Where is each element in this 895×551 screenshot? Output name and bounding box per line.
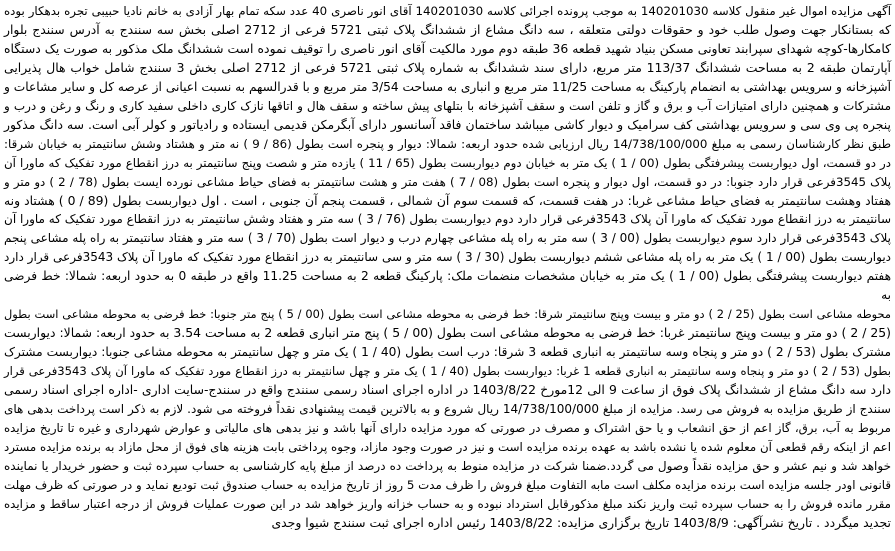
notice-line-14: دیواربست بطول (00 / 1 ) یک متر به راه پله مشاعی ششم دیواربست بطول (30 / 3 ) سه متر و سی سانتیمتر به درز انقطاع مورد تفکیک که ماورا آن پلاک 3543فرعی قرار دارد bbox=[4, 250, 891, 265]
notice-line-24: خواهد شد و نیم عشر و حق مزایده نقداً وصول می گردد.ضمنا شرکت در مزایده منوط به پرداخت ده درصد از مبلغ پایه کارشناسی به حساب سپرده ثبت و حضور خریدار یا نماینده bbox=[4, 458, 891, 473]
notice-line-17: (25 / 2 ) دو متر و بیست وپنج سانتیمتر غربا: خط فرضی به محوطه مشاعی است بطول (00 / 5 ) پنج متر انباری قطعه 2 به مساحت 3.54 به حدود اربعه: شمالا: دیواربست bbox=[4, 325, 892, 341]
notice-line-12: سانتیمتر به درز انقطاع مورد تفکیک که ماورا آن پلاک 3543فرعی قرار دارد دوم دیواربست بطول (76 / 3 ) سه متر و هفتاد وشش سانتیمتر به درز انقطاع مورد تفکیک که ماورا آن bbox=[4, 212, 892, 227]
notice-line-2: که بستانکار جهت وصول طلب خود و حقوقات دولتی متعلقه ، سه دانگ مشاع از ششدانگ پلاک ثبتی 5721 فرعی از 2712 اصلی بخش سه سنندج به آدرس سنندج بلوار bbox=[4, 21, 891, 37]
notice-line-8: طبق نظر کارشناسان رسمی به مبلغ 14/738/100/000 ریال ارزیابی شده حدود اربعه: شمالا: دیوار و پنجره است بطول (86 / 9 ) نه متر و هشتاد وشش سانتیمتر به خیابان شرقا: bbox=[4, 136, 891, 151]
notice-line-6: مشترکات و همچنین دارای امتیازات آب و برق و گاز و تلفن است و سقف آشپزخانه با بتلهای پیش ساخته و سقف هال و اتاقها نازک کاری داخلی سفید کاری و رنگ و رغن و درب و bbox=[4, 98, 891, 113]
notice-line-4: آپارتمان طبقه 2 به مساحت ششدانگ 113/37 متر مربع، دارای سند ششدانگ به شماره پلاک ثبتی 5721 فرعی از 2712 اصلی بخش 3 سنندج شامل خواب هال پذیرایی bbox=[4, 59, 892, 75]
notice-line-13: پلاک 3543فرعی قرار دارد سوم دیواربست بطول (00 / 3 ) سه متر به راه پله مشاعی چهارم درب و دیوار است بطول (70 / 3 ) سه متر و هفتاد سانتیمتر به راه پله مشاعی پنجم bbox=[4, 231, 892, 246]
notice-line-7: پنجره پی وی سی و سرویس بهداشتی کف سرامیک و دیوار کاشی میباشد ساختمان فاقد آسانسور دارای آبگرمکن قدیمی ایستاده و رادیاتور و کولر آبی است. سه دانگ مذکور bbox=[4, 116, 891, 132]
notice-line-26: مقرر مانده فروش را به حساب سپرده ثبت واریز نکند مبلغ مذکورقابل استرداد نبوده و به حساب خزانه واریز خواهد شد در این صورت عملیات فروش از درجه اعتبار ساقط و مزایده bbox=[4, 496, 891, 511]
notice-line-10: پلاک 3545فرعی قرار دارد جنوبا: در دو قسمت، اول دیوار و پنجره است بطول (08 / 7 ) هفت متر و هشت سانتیمتر به فضای حیاط مشاعی نورده ایست بطول (78 / 2 ) دو متر و bbox=[4, 174, 891, 189]
notice-line-15: هفتم دیواربست پیشرفتگی بطول (00 / 1 ) یک متر به خیابان مشخصات منضمات ملک: پارکینگ قطعه 2 به مساحت 11.25 واقع در طبقه 0 به حدود اربعه: شمالا: خط فرضی به bbox=[4, 269, 891, 303]
notice-line-3: کامکارها-کوچه شهدای سپرابند تعاونی مسکن بنیاد شهید قطعه 36 طبقه دوم مورد مالکیت آقای انور ناصری را توقیف نموده است ششدانگ ملک مذکور به صورت یک دستگاه bbox=[4, 40, 891, 56]
notice-line-11: هفتاد وهشت سانتیمتر به فضای حیاط مشاعی غربا: در هفت قسمت، که قسمت سوم آن شمالی ، قسمت پنجم آن جنوبی ، است . اول دیواربست بطول (89 / 0 ) هشتاد ونه bbox=[4, 192, 891, 208]
auction-notice-text bbox=[4, 2, 891, 533]
notice-line-16: محوطه مشاعی است بطول (25 / 2 ) دو متر و بیست وپنج سانتیمتر شرقا: خط فرضی به محوطه مشاعی است بطول (00 / 5 ) پنج متر جنوبا: خط فرضی به محوطه مشاعی است بطول bbox=[4, 307, 891, 322]
notice-line-5: آشپزخانه و سرویس بهداشتی به انضمام پارکینگ به مساحت 11/25 متر مربع و انباری به مساحت 3/54 متر مربع و با قدرالسهم به نسبت اعیانی از عرصه کل و سایر مشاعات و bbox=[4, 79, 891, 94]
notice-line-1: آگهی مزایده اموال غیر منقول کلاسه 140201030 به موجب پرونده اجرائی کلاسه 140201030 آقای انور ناصری 40 عدد سکه تمام بهار آزادی به خانم نادیا حبیبی تجره بدهکار بوده bbox=[4, 4, 891, 18]
notice-line-20: دارد سه دانگ مشاع از ششدانگ پلاک فوق از ساعت 9 الی 12مورخ 1403/8/22 در اداره اجرای اسناد رسمی سنندج واقع در سنندج-سایت اداری -اداره اجرای اسناد رسمی bbox=[4, 382, 891, 398]
notice-line-22: مربوط به آب، برق، گاز اعم از حق انشعاب و یا حق اشتراک و مصرف در صورتی که مورد مزایده دارای آنها باشد و نیز بدهی های مالیاتی و عوارض شهرداری و غیره تا تاریخ مزایده bbox=[4, 420, 891, 435]
notice-line-18: مشترک بطول (53 / 2 ) دو متر و پنجاه وسه سانتیمتر به انباری قطعه 3 شرقا: درب است بطول (40 / 1 ) یک متر و چهل سانتیمتر به محوطه مشاعی جنوبا: دیواربست مشترک bbox=[4, 345, 892, 360]
notice-line-25: قانونی اودر جلسه مزایده است برنده مزایده مکلف است مابه التفاوت مبلغ فروش را ظرف مدت 5 روز از تاریخ مزایده به حساب صندوق ثبت تودیع نماید و در صورتی که ظرف مهلت bbox=[4, 477, 891, 492]
notice-line-9: در دو قسمت، اول دیواربست پیشرفتگی بطول (00 / 1 ) یک متر به خیابان دوم دیواربست بطول (65 / 11 ) یازده متر و شصت وپنج سانتیمتر به درز انقطاع مورد تفکیک که ماورا آن bbox=[4, 155, 892, 170]
notice-line-19: بطول (53 / 2 ) دو متر و پنجاه وسه سانتیمتر به انباری قطعه 1 غربا: دیواربست بطول (40 / 1 ) یک متر و چهل سانتیمتر به درز انقطاع مورد تفکیک که ماورا آن پلاک 3543فرعی قرار bbox=[4, 364, 891, 379]
notice-line-27: تجدید میگردد . تاریخ نشرآگهی: 1403/8/9 تاریخ برگزاری مزایده: 1403/8/22 رئیس اداره اجرای ثبت سنندج شیوا وجدی bbox=[271, 514, 891, 530]
notice-line-23: اعم از اینکه رقم قطعی آن معلوم شده یا نشده باشد به عهده برنده مزایده است و نیز در صورت وجود مازاد، وجوه پرداختی بابت هزینه های فوق از محل مازاد به برنده مزایده مسترد bbox=[4, 439, 891, 454]
notice-line-21: سنندج از طریق مزایده به فروش می رسد. مزایده از مبلغ 14/738/100/000 ریال شروع و به بالاترین قیمت پیشنهادی نقداً فروخته می شود. لازم به ذکر است پرداخت بدهی های bbox=[4, 402, 891, 417]
